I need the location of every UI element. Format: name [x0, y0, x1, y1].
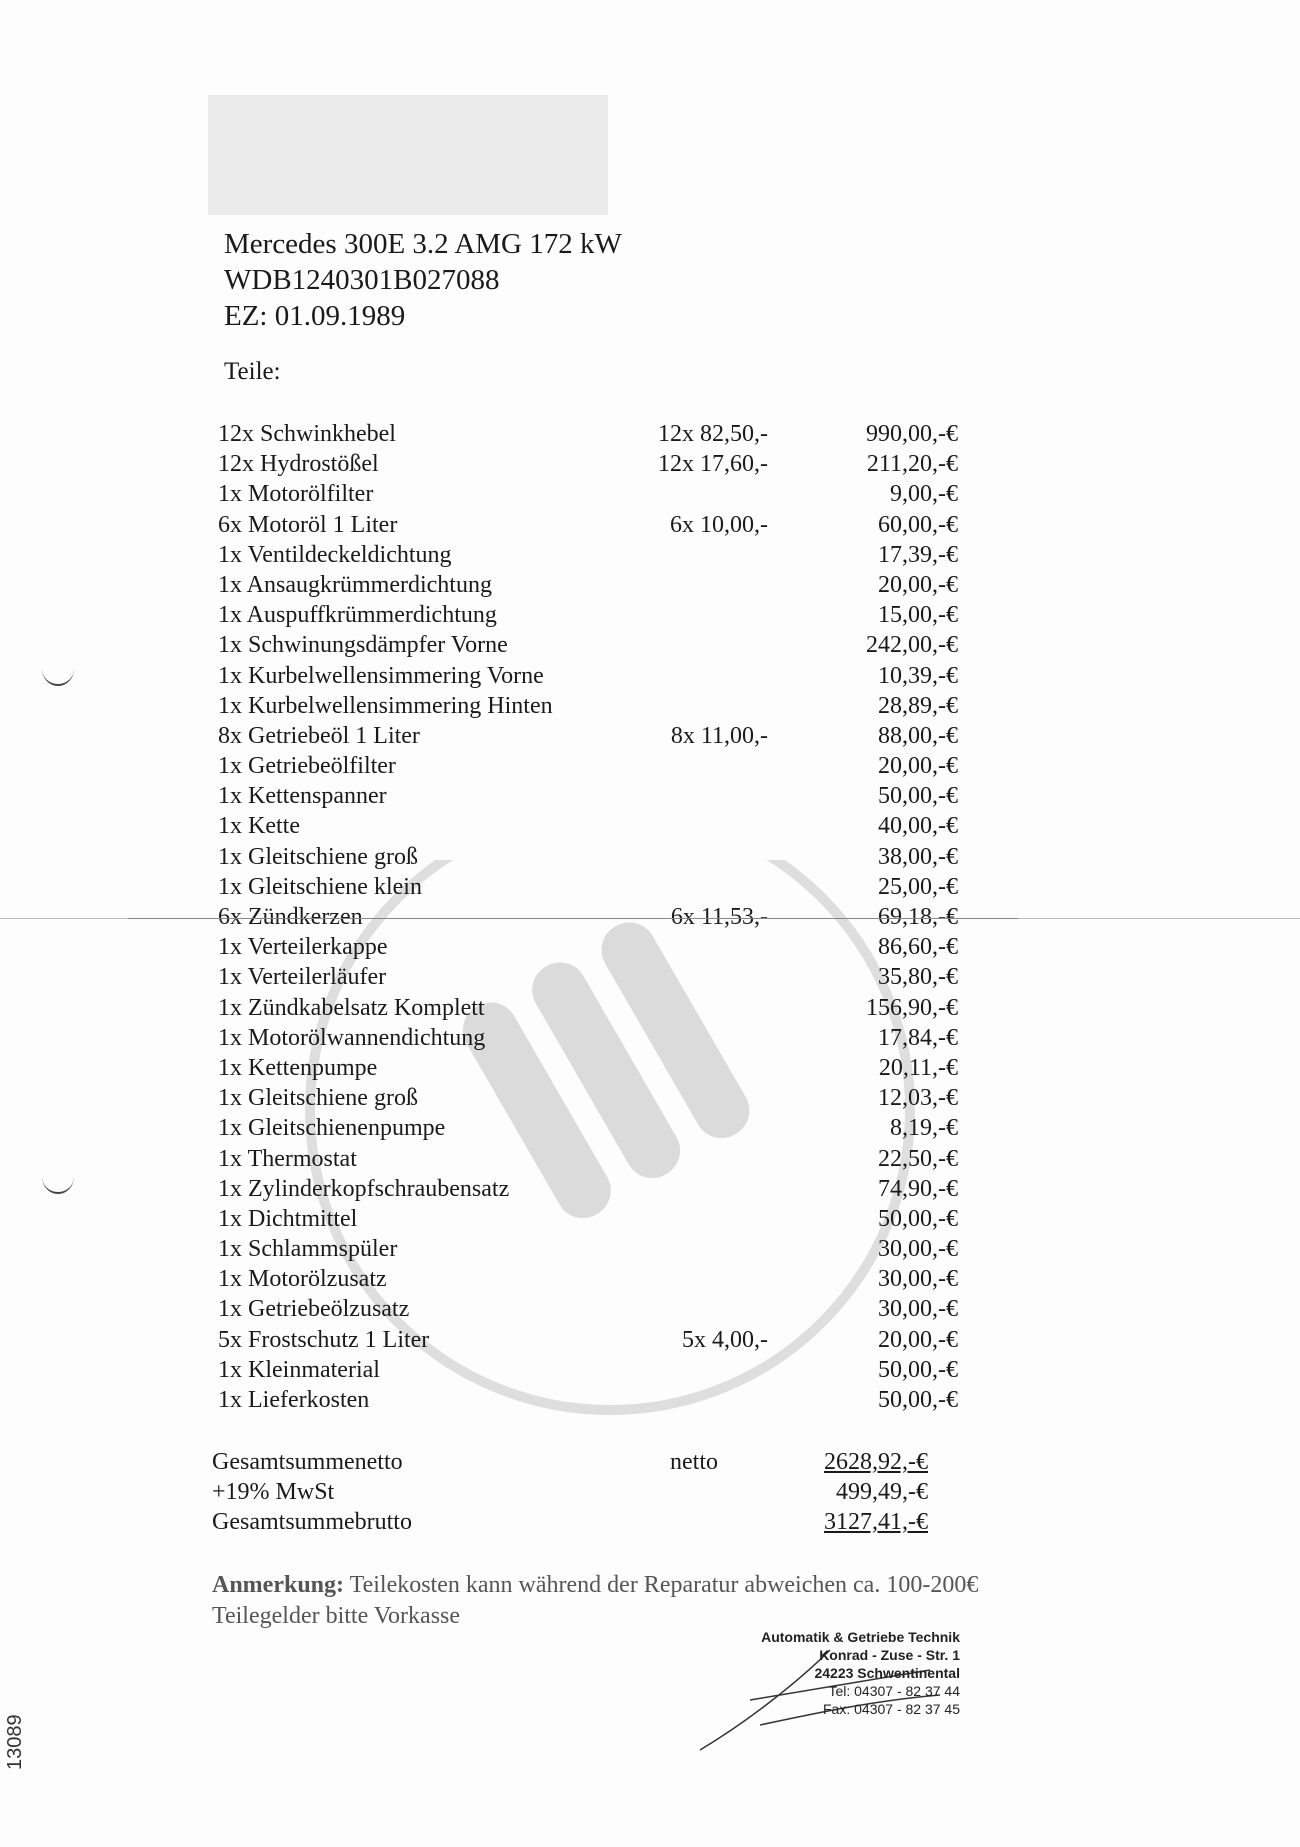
line-item-row	[218, 751, 958, 781]
line-item-name: 1x Kette	[218, 813, 300, 840]
line-item-name: 1x Ansaugkrümmerdichtung	[218, 571, 492, 598]
line-item-row	[218, 1113, 958, 1143]
line-item-row	[218, 510, 958, 540]
line-item-name: 5x Frostschutz 1 Liter	[218, 1326, 430, 1353]
net-total-value: 2628,92,-€	[824, 1449, 928, 1475]
line-item-name: 1x Gleitschiene klein	[218, 873, 422, 900]
line-item-price: 12,03,-€	[878, 1085, 958, 1112]
line-item-name: 1x Gleitschiene groß	[218, 1085, 418, 1112]
line-item-name: 8x Getriebeöl 1 Liter	[218, 722, 420, 749]
line-item-price: 15,00,-€	[878, 602, 958, 629]
line-item-price: 990,00,-€	[866, 421, 958, 447]
line-item-price: 10,39,-€	[878, 662, 958, 689]
line-item-name: 1x Schlammspüler	[218, 1236, 398, 1263]
line-item-price: 35,80,-€	[878, 964, 958, 991]
line-item-row	[218, 1053, 958, 1083]
line-item-name: 1x Gleitschiene groß	[218, 843, 418, 870]
line-item-name: 1x Auspuffkrümmerdichtung	[218, 602, 497, 629]
line-item-name: 1x Ventildeckeldichtung	[218, 541, 452, 568]
line-item-price: 28,89,-€	[878, 692, 958, 719]
line-item-price: 50,00,-€	[878, 1205, 958, 1232]
line-item-price: 38,00,-€	[878, 843, 958, 870]
line-item-unit-price: 8x 11,00,-	[670, 722, 768, 749]
gross-total-row	[212, 1507, 958, 1537]
line-item-price: 20,00,-€	[878, 753, 958, 780]
note-text: Teilekosten kann während der Reparatur abweichen ca. 100-200€	[349, 1572, 979, 1598]
line-item-row	[218, 1325, 958, 1355]
line-item-name: 1x Kettenpumpe	[218, 1054, 378, 1081]
note-line2: Teilegelder bitte Vorkasse	[212, 1603, 461, 1629]
redacted-header-block	[208, 95, 608, 215]
stamp-line5: Fax: 04307 - 82 37 45	[823, 1701, 960, 1717]
line-item-price: 8,19,-€	[890, 1115, 958, 1142]
line-item-row	[218, 419, 958, 449]
line-item-name: 1x Getriebeölfilter	[218, 753, 396, 780]
line-item-price: 30,00,-€	[878, 1236, 958, 1263]
line-item-row	[218, 962, 958, 992]
line-item-name: 1x Kurbelwellensimmering Vorne	[218, 662, 544, 689]
parts-list	[218, 419, 958, 1415]
line-item-row	[218, 842, 958, 872]
line-item-name: 1x Zündkabelsatz Komplett	[218, 994, 485, 1021]
net-total-row	[212, 1447, 958, 1477]
line-item-name: 12x Hydrostößel	[218, 451, 379, 478]
line-item-name: 6x Zündkerzen	[218, 904, 363, 930]
line-item-row	[218, 902, 958, 932]
line-item-row	[218, 449, 958, 479]
line-item-unit-price: 12x 17,60,-	[658, 451, 768, 478]
note-label: Anmerkung:	[212, 1572, 345, 1598]
parts-section-title: Teile:	[224, 358, 281, 385]
line-item-price: 60,00,-€	[878, 511, 958, 538]
line-item-name: 1x Getriebeölzusatz	[218, 1296, 410, 1323]
line-item-unit-price: 6x 11,53,-	[670, 904, 768, 930]
line-item-price: 20,00,-€	[878, 571, 958, 598]
line-item-row	[218, 1294, 958, 1324]
line-item-name: 1x Gleitschienenpumpe	[218, 1115, 446, 1142]
line-item-name: 1x Zylinderkopfschraubensatz	[218, 1175, 510, 1202]
note-block	[212, 1570, 978, 1632]
line-item-row	[218, 1144, 958, 1174]
line-item-name: 1x Schwinungsdämpfer Vorne	[218, 632, 508, 659]
line-item-price: 156,90,-€	[866, 994, 958, 1021]
side-document-number: 13089	[4, 1714, 26, 1770]
line-item-name: 1x Verteilerläufer	[218, 964, 387, 991]
line-item-unit-price: 5x 4,00,-	[682, 1326, 768, 1353]
line-item-price: 86,60,-€	[878, 934, 958, 961]
stamp-line4: Tel: 04307 - 82 37 44	[828, 1683, 960, 1699]
line-item-name: 1x Kleinmaterial	[218, 1356, 380, 1383]
line-item-price: 22,50,-€	[878, 1145, 958, 1172]
vehicle-model: Mercedes 300E 3.2 AMG 172 kW	[224, 228, 622, 260]
line-item-row	[218, 721, 958, 751]
line-item-price: 69,18,-€	[878, 904, 958, 930]
line-item-price: 88,00,-€	[878, 722, 958, 749]
vehicle-header	[224, 226, 622, 334]
line-item-price: 50,00,-€	[878, 1356, 958, 1383]
line-item-price: 17,84,-€	[878, 1024, 958, 1051]
gross-total-label: Gesamtsummebrutto	[212, 1509, 412, 1535]
line-item-row	[218, 1083, 958, 1113]
line-item-name: 1x Kurbelwellensimmering Hinten	[218, 692, 553, 719]
line-item-price: 242,00,-€	[866, 632, 958, 659]
line-item-price: 50,00,-€	[878, 1387, 958, 1413]
line-item-row	[218, 661, 958, 691]
line-item-row	[218, 811, 958, 841]
line-item-name: 1x Dichtmittel	[218, 1205, 358, 1232]
line-item-price: 30,00,-€	[878, 1296, 958, 1323]
line-item-unit-price: 6x 10,00,-	[670, 511, 768, 538]
company-stamp	[700, 1628, 960, 1748]
line-item-row	[218, 1355, 958, 1385]
vehicle-registration: EZ: 01.09.1989	[224, 300, 406, 332]
line-item-name: 6x Motoröl 1 Liter	[218, 511, 398, 538]
line-item-row	[218, 932, 958, 962]
line-item-row	[218, 1234, 958, 1264]
line-item-row	[218, 1023, 958, 1053]
totals-block	[212, 1447, 958, 1537]
net-total-label: Gesamtsummenetto	[212, 1449, 403, 1475]
gross-total-value: 3127,41,-€	[824, 1509, 928, 1535]
line-item-unit-price: 12x 82,50,-	[658, 421, 768, 447]
line-item-price: 40,00,-€	[878, 813, 958, 840]
line-item-row	[218, 1264, 958, 1294]
line-item-price: 74,90,-€	[878, 1175, 958, 1202]
line-item-price: 211,20,-€	[866, 451, 958, 478]
line-item-name: 1x Verteilerkappe	[218, 934, 388, 961]
punch-hole	[42, 1160, 74, 1194]
line-item-row	[218, 1385, 958, 1415]
line-item-row	[218, 691, 958, 721]
vat-value: 499,49,-€	[836, 1479, 928, 1505]
line-item-row	[218, 872, 958, 902]
line-item-price: 9,00,-€	[890, 481, 958, 508]
line-item-name: 1x Motorölzusatz	[218, 1266, 387, 1293]
stamp-line2: Konrad - Zuse - Str. 1	[819, 1647, 960, 1663]
stamp-line3: 24223 Schwentinental	[814, 1665, 960, 1681]
line-item-row	[218, 1204, 958, 1234]
line-item-row	[218, 600, 958, 630]
line-item-name: 12x Schwinkhebel	[218, 421, 396, 447]
line-item-row	[218, 540, 958, 570]
line-item-price: 20,11,-€	[878, 1054, 958, 1081]
stamp-line1: Automatik & Getriebe Technik	[761, 1629, 960, 1645]
vat-row	[212, 1477, 958, 1507]
line-item-price: 25,00,-€	[878, 873, 958, 900]
vat-label: +19% MwSt	[212, 1479, 335, 1505]
line-item-price: 17,39,-€	[878, 541, 958, 568]
line-item-row	[218, 630, 958, 660]
line-item-row	[218, 781, 958, 811]
line-item-row	[218, 570, 958, 600]
net-qualifier: netto	[670, 1449, 718, 1475]
line-item-name: 1x Motorölfilter	[218, 481, 374, 508]
line-item-price: 20,00,-€	[878, 1326, 958, 1353]
line-item-name: 1x Thermostat	[218, 1145, 357, 1172]
punch-hole	[42, 652, 74, 686]
line-item-row	[218, 993, 958, 1023]
line-item-name: 1x Motorölwannendichtung	[218, 1024, 486, 1051]
line-item-name: 1x Kettenspanner	[218, 783, 387, 810]
line-item-row	[218, 479, 958, 509]
line-item-price: 50,00,-€	[878, 783, 958, 810]
line-item-name: 1x Lieferkosten	[218, 1387, 370, 1413]
line-item-price: 30,00,-€	[878, 1266, 958, 1293]
line-item-row	[218, 1174, 958, 1204]
vehicle-vin: WDB1240301B027088	[224, 264, 500, 296]
